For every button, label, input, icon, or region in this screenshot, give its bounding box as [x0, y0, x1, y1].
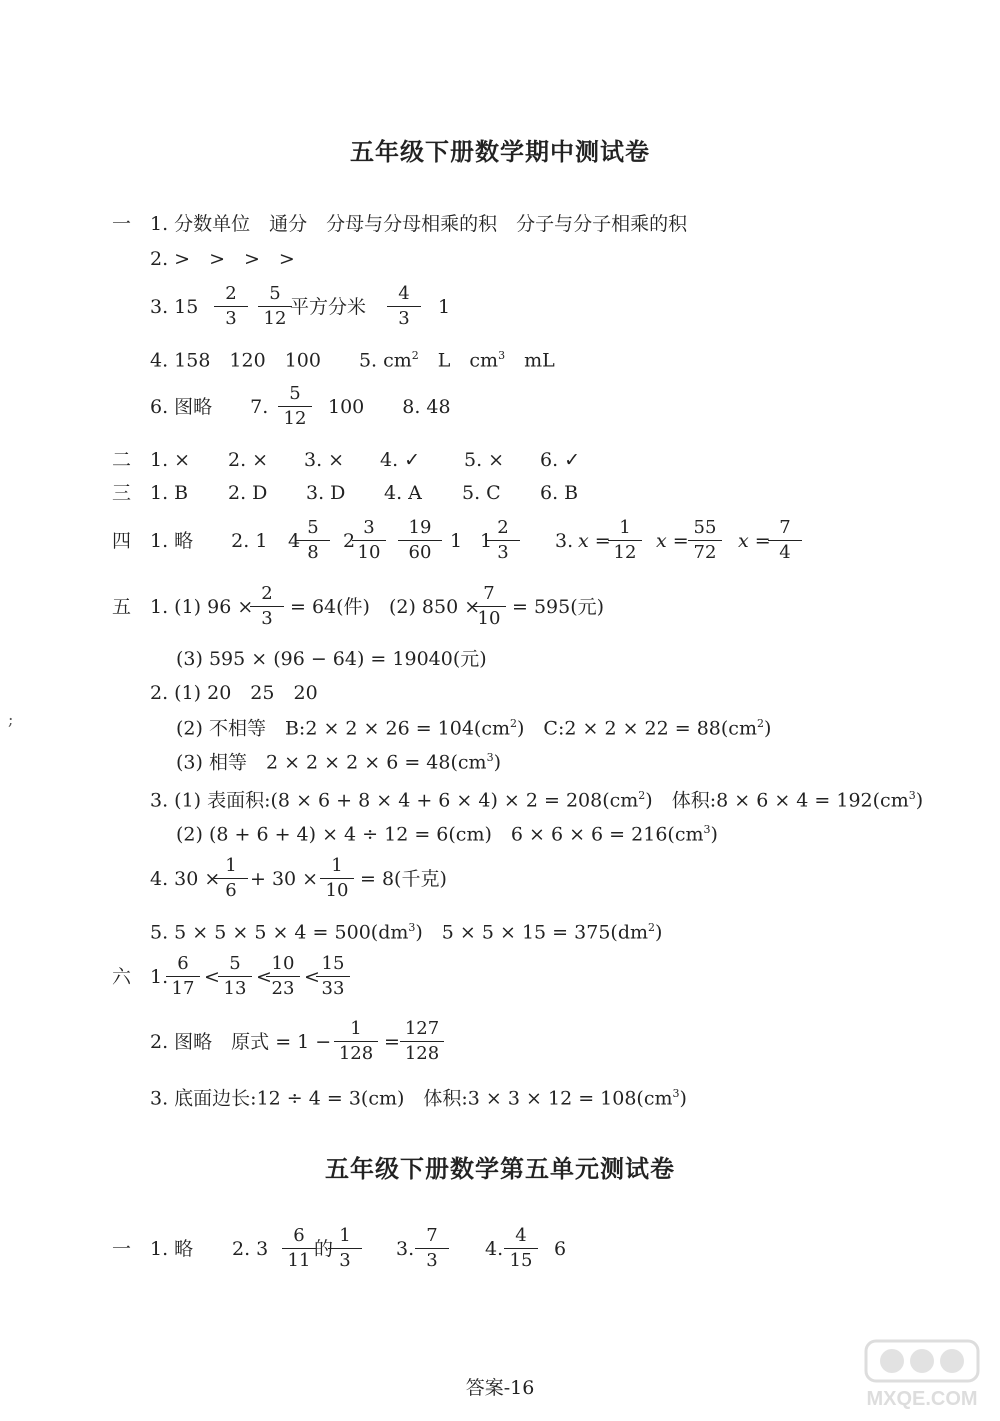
- fraction: 2 3: [214, 285, 248, 328]
- answer-line: (2) 不相等 B:2 × $2 \times 26 = 104(cm^2)$ C:2 × $2 \times 22 = 88(cm^2)$: [176, 717, 772, 740]
- fraction: 1 128: [334, 1020, 378, 1063]
- answer-line: 3. 底面边长:12 ÷ 4 = 3(cm) 体积:3 × $3 \times 12 = 108(cm^3)$: [150, 1087, 687, 1110]
- fraction: 6 11: [282, 1227, 316, 1270]
- watermark-logo: [862, 1337, 982, 1411]
- answer-item: 5. C: [462, 482, 501, 504]
- fraction: 55 72: [688, 519, 722, 562]
- fraction: 7 4: [768, 519, 802, 562]
- answer-text: 3.: [555, 530, 574, 552]
- page-title: 五年级下册数学期中测试卷: [350, 138, 650, 166]
- answer-line: 1. 略 2. 1: [150, 530, 268, 552]
- answer-text: 100 8. 48: [328, 396, 451, 418]
- answer-item: 3. D: [306, 482, 346, 504]
- section-label: 五: [112, 596, 132, 618]
- equation-x: x =: [578, 530, 611, 552]
- answer-text: + 30 ×: [250, 868, 319, 890]
- whole-number: 1: [480, 530, 493, 552]
- whole-number: 2: [343, 530, 356, 552]
- answer-text: = 595(元): [512, 596, 605, 618]
- section-label: 二: [112, 449, 132, 471]
- less-than: <: [256, 966, 272, 988]
- fraction: 5 12: [278, 385, 312, 428]
- answer-text: 1.: [150, 966, 169, 988]
- answer-line: 3. (1) 表面积:(8 × $6 + 8 \times 4 + 6 \times 4) \times 2 = 208(cm^2)$ 体积:8 × $6 \times 4 = 192(cm^3)$: [150, 789, 924, 812]
- less-than: <: [204, 966, 220, 988]
- fraction: 5 13: [218, 955, 252, 998]
- answer-line: (3) 595 × (96 − 64) = 19040(元): [176, 648, 487, 670]
- fraction: 7 10: [472, 585, 506, 628]
- answer-line: 2. > > > >: [150, 248, 295, 270]
- answer-line: 1. (1) 96 ×: [150, 596, 254, 618]
- equation-x: x =: [656, 530, 689, 552]
- answer-line: 6. 图略 7.: [150, 396, 269, 418]
- answer-item: 2. D: [228, 482, 268, 504]
- answer-item: 4. A: [384, 482, 422, 504]
- margin-mark: ;: [8, 710, 14, 729]
- fraction: 19 60: [398, 519, 442, 562]
- fraction: 3 10: [352, 519, 386, 562]
- answer-line: 5. $5 \times 5 \times 5 \times 4 = 500(dm^3)$ $5 \times 5 \times 15 = 375(dm^2)$: [150, 921, 663, 944]
- answer-text: = 64(件) (2) 850 ×: [290, 596, 481, 618]
- answer-item: 1. B: [150, 482, 189, 504]
- fraction: 1 6: [214, 857, 248, 900]
- fraction: 2 3: [486, 519, 520, 562]
- watermark-text: MXQE.COM: [866, 1388, 978, 1410]
- answer-text: = 8(千克): [360, 868, 447, 890]
- section-label: 三: [112, 482, 132, 504]
- answer-item: 3.: [396, 1238, 415, 1260]
- fraction: 10 23: [266, 955, 300, 998]
- answer-line: 4. 30 ×: [150, 868, 221, 890]
- answer-line: 3. 15: [150, 296, 199, 318]
- answer-item: 2. 3: [232, 1238, 269, 1260]
- answer-item: 1. ×: [150, 449, 191, 471]
- unit5-title: 五年级下册数学第五单元测试卷: [325, 1155, 675, 1183]
- fraction: 4 3: [387, 285, 421, 328]
- fraction: 5 8: [296, 519, 330, 562]
- answer-item: 4. ✓: [380, 449, 421, 471]
- less-than: <: [304, 966, 320, 988]
- answer-line: 4. 158 120 100 5. $cm^2$ L $cm^3$ mL: [150, 349, 555, 372]
- answer-item: 1. 略: [150, 1238, 194, 1260]
- answer-item: 5. ×: [464, 449, 505, 471]
- answer-text: =: [384, 1031, 400, 1053]
- answer-text: 1: [438, 296, 451, 318]
- fraction: 6 17: [166, 955, 200, 998]
- fraction: 127 128: [400, 1020, 444, 1063]
- answer-text: 1: [450, 530, 463, 552]
- answer-line: (2) (8 + 6 + 4) × 4 ÷ 12 = 6(cm) $6 \times 6 \times 6 = 216(cm^3)$: [176, 823, 718, 846]
- fraction: 1 3: [328, 1227, 362, 1270]
- section-label: 六: [112, 966, 132, 988]
- fraction: 1 12: [608, 519, 642, 562]
- answer-item: 3. ×: [304, 449, 345, 471]
- answer-item: 6: [554, 1238, 567, 1260]
- answer-item: 2. ×: [228, 449, 269, 471]
- fraction: 4 15: [504, 1227, 538, 1270]
- answer-item: 6. B: [540, 482, 579, 504]
- fraction: 7 3: [415, 1227, 449, 1270]
- fraction: 2 3: [250, 585, 284, 628]
- whole-number: 4: [288, 530, 301, 552]
- answer-line: 1. 分数单位 通分 分母与分母相乘的积 分子与分子相乘的积: [150, 213, 688, 235]
- fraction: 5 12: [258, 285, 292, 328]
- section-label: 四: [112, 530, 132, 552]
- page-number: 答案-16: [465, 1377, 535, 1399]
- section-label: 一: [112, 1238, 132, 1260]
- answer-text: 平方分米: [290, 296, 367, 318]
- answer-line: 2. 图略 原式 = 1 −: [150, 1031, 332, 1053]
- answer-line: 2. (1) 20 25 20: [150, 682, 318, 704]
- answer-text: 的: [314, 1238, 334, 1260]
- fraction: 1 10: [320, 857, 354, 900]
- answer-item: 6. ✓: [540, 449, 581, 471]
- answer-item: 4.: [485, 1238, 504, 1260]
- answer-line: (3) 相等 $2 \times 2 \times 2 \times 6 = 48(cm^3)$: [176, 751, 501, 774]
- fraction: 15 33: [316, 955, 350, 998]
- section-label: 一: [112, 213, 132, 235]
- equation-x: x =: [738, 530, 771, 552]
